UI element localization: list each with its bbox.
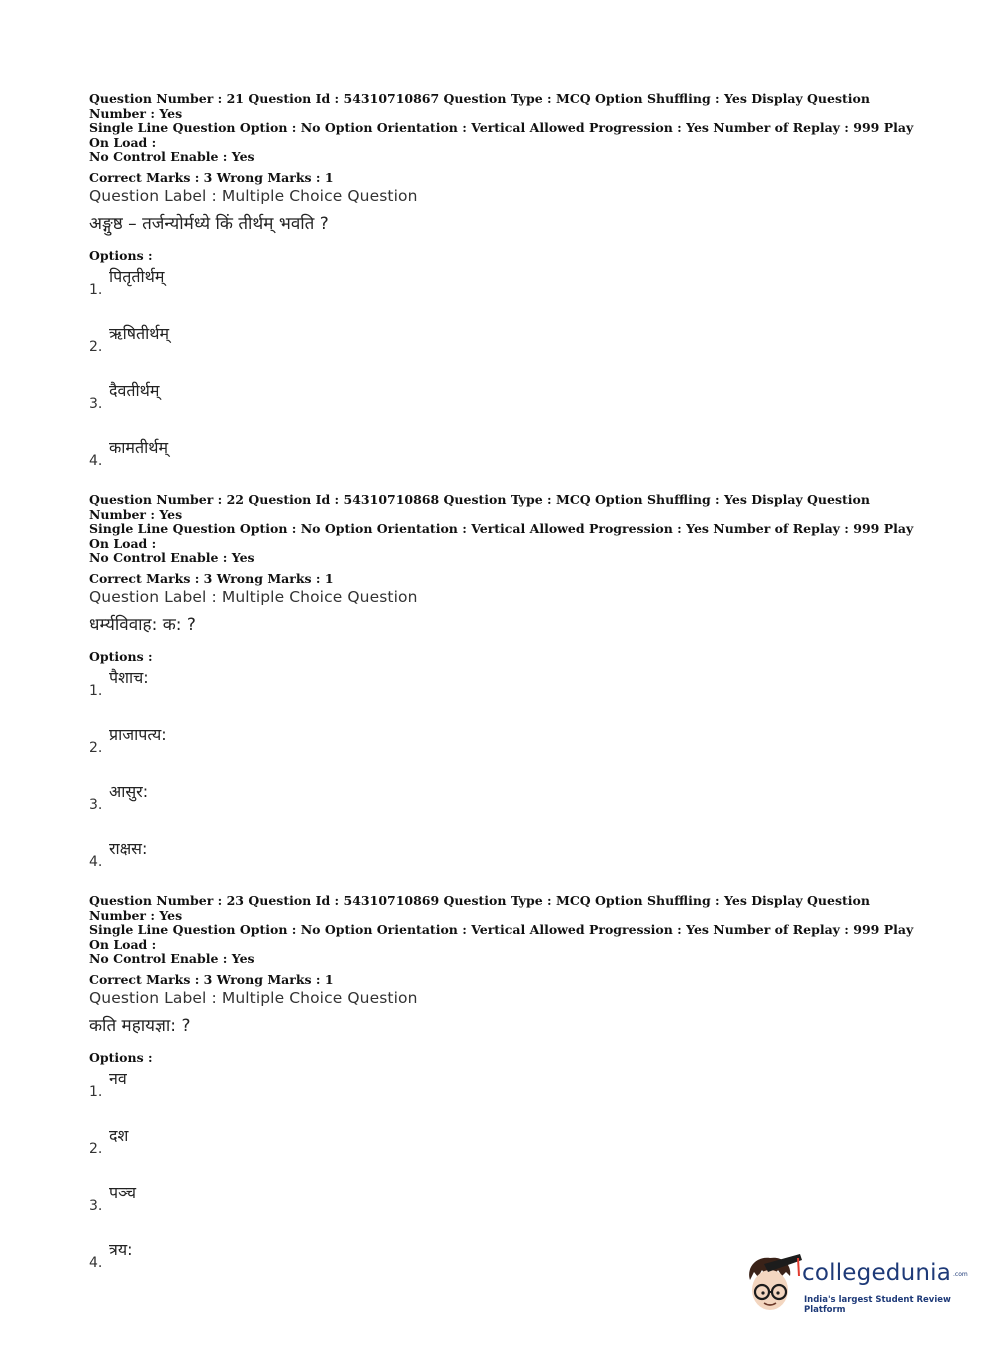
- marks-line: Correct Marks : 3 Wrong Marks : 1: [89, 169, 334, 185]
- meta-line: Question Number : 23 Question Id : 54310710869 Question Type : MCQ Option Shuffling : Yes Display Question Number : Yes: [89, 893, 870, 923]
- option-number: 2.: [89, 338, 103, 355]
- option-3[interactable]: [89, 778, 919, 835]
- option-2[interactable]: [89, 721, 919, 778]
- options-list: [89, 664, 919, 892]
- option-text: त्रय:: [109, 1239, 133, 1259]
- question-meta: [89, 493, 919, 566]
- option-text: पितृतीर्थम्: [109, 266, 165, 286]
- option-text: दश: [109, 1125, 129, 1145]
- option-3[interactable]: [89, 1179, 919, 1236]
- question-text: धर्म्यविवाह: क: ?: [89, 614, 196, 635]
- question-22: [89, 493, 919, 892]
- question-meta: [89, 894, 919, 967]
- meta-line: Single Line Question Option : No Option Orientation : Vertical Allowed Progression : Yes Number of Replay : 999 Play On Load :: [89, 521, 914, 551]
- option-number: 1.: [89, 281, 103, 298]
- option-number: 3.: [89, 796, 103, 813]
- question-21: [89, 92, 919, 491]
- option-text: प्राजापत्य:: [109, 724, 167, 744]
- option-number: 3.: [89, 1197, 103, 1214]
- option-text: राक्षस:: [109, 838, 148, 858]
- option-3[interactable]: [89, 377, 919, 434]
- option-number: 4.: [89, 853, 103, 870]
- option-2[interactable]: [89, 1122, 919, 1179]
- option-1[interactable]: [89, 263, 919, 320]
- option-text: नव: [109, 1068, 127, 1088]
- meta-line: Single Line Question Option : No Option Orientation : Vertical Allowed Progression : Yes Number of Replay : 999 Play On Load :: [89, 120, 914, 150]
- option-number: 1.: [89, 682, 103, 699]
- marks-line: Correct Marks : 3 Wrong Marks : 1: [89, 570, 334, 586]
- options-list: [89, 263, 919, 491]
- logo-wordmark: collegedunia: [802, 1260, 952, 1286]
- option-number: 1.: [89, 1083, 103, 1100]
- logo-suffix: .com: [953, 1271, 968, 1278]
- meta-line: Question Number : 22 Question Id : 54310710868 Question Type : MCQ Option Shuffling : Yes Display Question Number : Yes: [89, 492, 870, 522]
- collegedunia-logo: [742, 1250, 972, 1320]
- question-label: Question Label : Multiple Choice Question: [89, 587, 418, 606]
- option-text: कामतीर्थम्: [109, 437, 169, 457]
- options-heading: Options :: [89, 247, 153, 263]
- option-4[interactable]: [89, 835, 919, 892]
- question-23: [89, 894, 919, 1293]
- question-text: अङ्गुष्ठ – तर्जन्योर्मध्ये किं तीर्थम् भवति ?: [89, 213, 329, 234]
- option-text: ऋषितीर्थम्: [109, 323, 170, 343]
- option-1[interactable]: [89, 1065, 919, 1122]
- option-1[interactable]: [89, 664, 919, 721]
- meta-line: No Control Enable : Yes: [89, 149, 255, 164]
- question-meta: [89, 92, 919, 165]
- option-number: 2.: [89, 739, 103, 756]
- meta-line: No Control Enable : Yes: [89, 951, 255, 966]
- logo-tagline: India's largest Student Review Platform: [804, 1295, 951, 1315]
- question-label: Question Label : Multiple Choice Question: [89, 186, 418, 205]
- option-text: पैशाच:: [109, 667, 149, 687]
- question-text: कति महायज्ञा: ?: [89, 1015, 191, 1036]
- meta-line: Single Line Question Option : No Option Orientation : Vertical Allowed Progression : Yes Number of Replay : 999 Play On Load :: [89, 922, 914, 952]
- question-label: Question Label : Multiple Choice Question: [89, 988, 418, 1007]
- meta-line: Question Number : 21 Question Id : 54310710867 Question Type : MCQ Option Shuffling : Yes Display Question Number : Yes: [89, 91, 870, 121]
- options-heading: Options :: [89, 1049, 153, 1065]
- option-2[interactable]: [89, 320, 919, 377]
- option-text: पञ्च: [109, 1182, 137, 1202]
- option-number: 4.: [89, 1254, 103, 1271]
- option-text: दैवतीर्थम्: [109, 380, 160, 400]
- option-number: 2.: [89, 1140, 103, 1157]
- option-number: 3.: [89, 395, 103, 412]
- mascot-icon: [742, 1250, 802, 1316]
- option-text: आसुर:: [109, 781, 149, 801]
- meta-line: No Control Enable : Yes: [89, 550, 255, 565]
- option-4[interactable]: [89, 434, 919, 491]
- marks-line: Correct Marks : 3 Wrong Marks : 1: [89, 971, 334, 987]
- options-heading: Options :: [89, 648, 153, 664]
- option-number: 4.: [89, 452, 103, 469]
